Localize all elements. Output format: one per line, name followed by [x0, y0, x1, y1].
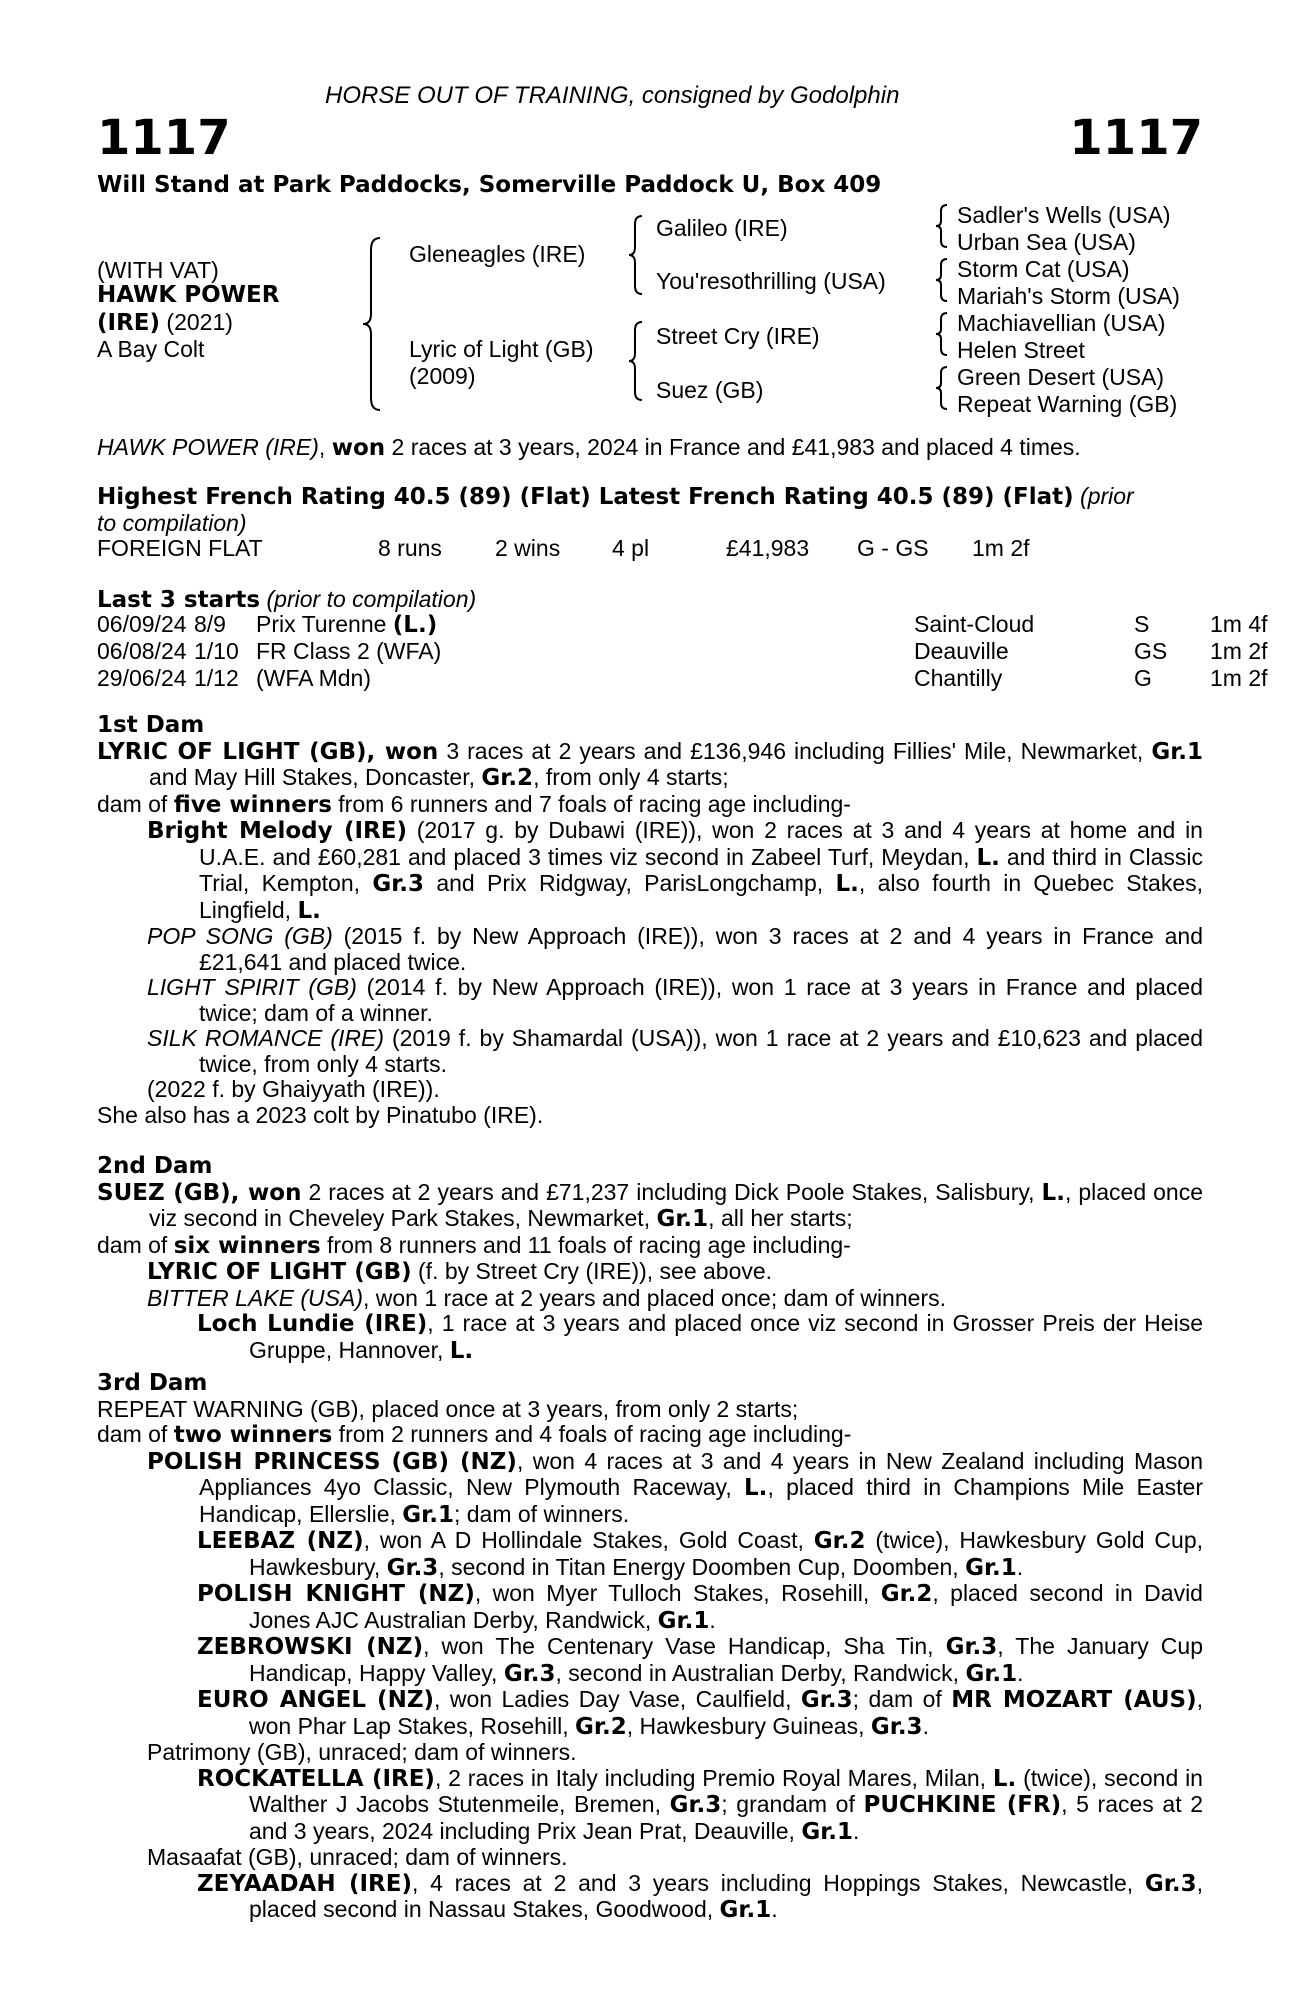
- entry-text: .: [1017, 1659, 1024, 1686]
- entry-text: , placed second in David Jones AJC Australian Derby, Randwick,: [249, 1580, 1203, 1633]
- produce-entry: [97, 1026, 1203, 1077]
- great-grandparent: Repeat Warning (GB): [957, 391, 1178, 417]
- entry-text: and Prix Ridgway, ParisLongchamp,: [424, 870, 836, 896]
- entry-text: dam of: [97, 1231, 174, 1258]
- produce-entry: [97, 975, 1203, 1026]
- grade: Gr.2: [813, 1528, 866, 1554]
- offspring-name: Loch Lundie (IRE): [197, 1311, 428, 1337]
- grade: Gr.3: [669, 1792, 722, 1818]
- horse-year: (2021): [160, 309, 233, 335]
- vat-note: (WITH VAT): [97, 257, 219, 283]
- entry-text: , second in Australian Derby, Randwick,: [555, 1659, 966, 1686]
- start-race: [256, 611, 914, 638]
- produce-entry: Masaafat (GB), unraced; dam of winners.: [147, 1844, 568, 1870]
- grade: Gr.3: [870, 1713, 923, 1740]
- catalogue-subtitle: HORSE OUT OF TRAINING, consigned by Godolphin: [325, 82, 900, 109]
- grade: Gr.1: [656, 1206, 709, 1232]
- grade: Gr.1: [801, 1818, 854, 1845]
- dam-parents-bracket: [628, 320, 644, 402]
- offspring-name: BITTER LAKE (USA): [147, 1284, 363, 1311]
- entry-text: .: [1016, 1553, 1024, 1580]
- sire-dam: You'resothrilling (USA): [656, 268, 886, 294]
- entry-text: , all her starts;: [708, 1205, 853, 1231]
- start-going: S: [1134, 611, 1150, 637]
- entry-text: , from only 4 starts;: [533, 764, 729, 790]
- sire-sire: Galileo (IRE): [656, 215, 788, 241]
- entry-text: (twice), Hawkesbury Gold Cup, Hawkesbury,: [249, 1527, 1203, 1580]
- sire-name: Gleneagles (IRE): [409, 241, 586, 267]
- summary-horse: HAWK POWER (IRE): [97, 434, 319, 460]
- lot-number-left: 1117: [97, 110, 231, 166]
- entry-text: from 6 runners and 7 foals of racing age including-: [331, 790, 851, 817]
- start-position: 8/9: [194, 611, 226, 637]
- horse-country: (IRE): [97, 310, 161, 336]
- start-distance: 1m 2f: [1210, 665, 1268, 691]
- ggp-bracket-2: [935, 257, 949, 303]
- produce-entry: [97, 1528, 1203, 1581]
- race-summary: HAWK POWER (IRE), won 2 races at 3 years, 2024 in France and £41,983 and placed 4 times.: [97, 434, 1081, 461]
- grade: Gr.1: [657, 1607, 710, 1634]
- entry-text: , won 4 races at 3 and 4 years in New Zealand including Mason Appliances 4yo Classic, New Plymouth Raceway,: [199, 1447, 1203, 1500]
- entry-text: , Hawkesbury Guineas,: [626, 1712, 871, 1739]
- offspring-name: POP SONG (GB): [147, 923, 333, 949]
- entry-text: .: [922, 1712, 929, 1739]
- entry-text: 3 races at 2 years and £136,946 including Fillies' Mile, Newmarket,: [438, 737, 1152, 764]
- rating-note: (prior: [1073, 483, 1134, 509]
- grade: Gr.1: [965, 1554, 1017, 1581]
- great-grandparent: Storm Cat (USA): [957, 256, 1130, 282]
- dam-entry: REPEAT WARNING (GB), placed once at 3 years, from only 2 starts;: [97, 1395, 799, 1422]
- offspring-name: EURO ANGEL (NZ): [197, 1687, 435, 1713]
- record-placed: 4 pl: [612, 535, 650, 561]
- ggp-bracket-3: [935, 311, 949, 357]
- second-dam-section: [97, 1154, 1203, 1364]
- start-date: 06/09/24: [97, 611, 187, 637]
- produce-entry: [97, 1286, 1203, 1312]
- record-going: G - GS: [857, 535, 929, 561]
- start-distance: 1m 4f: [1210, 611, 1268, 637]
- record-runs: 8 runs: [378, 535, 442, 561]
- great-grandparent: Machiavellian (USA): [957, 310, 1166, 336]
- grade: Gr.2: [481, 765, 534, 791]
- entry-text: dam of: [97, 1421, 174, 1447]
- entry-text: , won The Centenary Vase Handicap, Sha Tin,: [423, 1633, 946, 1659]
- great-grandparent: Green Desert (USA): [957, 364, 1165, 390]
- winners-count: six winners: [173, 1232, 321, 1259]
- entry-text: , won Phar Lap Stakes, Rosehill,: [249, 1686, 1203, 1739]
- dam-entry: [97, 739, 1203, 792]
- table-row: [97, 611, 1268, 638]
- sire-dam-bracket: [362, 236, 382, 412]
- entry-text: (f. by Street Cry (IRE)), see above.: [411, 1258, 773, 1284]
- great-grandparent: Sadler's Wells (USA): [957, 202, 1171, 228]
- entry-text: , also fourth in Quebec Stakes, Lingfield,: [199, 870, 1204, 923]
- entry-text: , placed once viz second in Cheveley Park Stakes, Newmarket,: [149, 1178, 1203, 1231]
- dam-sire: Street Cry (IRE): [656, 323, 820, 349]
- entry-text: , 4 races at 2 and 3 years including Hoppings Stakes, Newcastle,: [411, 1869, 1145, 1896]
- grade: L.: [1041, 1179, 1065, 1206]
- start-position: 1/12: [194, 665, 239, 691]
- entry-text: , 5 races at 2 and 3 years, 2024 including Prix Jean Prat, Deauville,: [249, 1791, 1203, 1844]
- grade: Gr.1: [965, 1660, 1018, 1687]
- start-race-grade: (L.): [392, 612, 438, 638]
- grade: Gr.3: [372, 871, 425, 897]
- dam-name: SUEZ (GB), won: [97, 1179, 302, 1206]
- produce-entry: [97, 1687, 1203, 1740]
- table-row: [97, 638, 1268, 665]
- offspring-name: LEEBAZ (NZ): [197, 1528, 364, 1554]
- entry-text: (2015 f. by New Approach (IRE)), won 3 races at 2 and 4 years in France and £21,641 and placed twice.: [199, 923, 1204, 975]
- offspring-name: POLISH PRINCESS (GB) (NZ): [147, 1448, 517, 1475]
- entry-text: from 2 runners and 4 foals of racing age including-: [332, 1421, 852, 1447]
- start-date: 29/06/24: [97, 665, 187, 691]
- start-distance: 1m 2f: [1210, 638, 1268, 664]
- winners-count: two winners: [173, 1422, 333, 1448]
- dam-name: Lyric of Light (GB): [409, 336, 594, 362]
- last-starts-title: Last 3 starts: [97, 587, 261, 613]
- first-dam-section: [97, 713, 1203, 1128]
- grade: Gr.2: [880, 1581, 933, 1607]
- entry-text: ; grandam of: [721, 1791, 864, 1817]
- horse-origin: [97, 309, 233, 336]
- start-course: Deauville: [914, 638, 1009, 664]
- entry-text: , placed third in Champions Mile Easter Handicap, Ellerslie,: [199, 1474, 1203, 1527]
- entry-text: (2019 f. by Shamardal (USA)), won 1 race at 2 years and £10,623 and placed twice, from only 4 starts.: [199, 1025, 1203, 1077]
- grade: Gr.2: [575, 1713, 627, 1740]
- produce-note: She also has a 2023 colt by Pinatubo (IRE).: [97, 1101, 544, 1128]
- last-starts-note: (prior to compilation): [260, 586, 477, 612]
- entry-text: ; dam of: [852, 1686, 952, 1712]
- sire-parents-bracket: [628, 214, 644, 296]
- summary-won: won: [331, 435, 386, 461]
- grade: L.: [835, 871, 859, 897]
- offspring-name: LYRIC OF LIGHT (GB): [147, 1259, 412, 1285]
- last-starts-heading: [97, 586, 476, 613]
- winners-count: five winners: [173, 791, 332, 818]
- dam-year: (2009): [409, 363, 476, 389]
- ggp-bracket-4: [935, 365, 949, 411]
- start-race: [256, 638, 914, 665]
- record-earnings: £41,983: [726, 535, 810, 561]
- section-heading: 1st Dam: [97, 712, 205, 738]
- start-course: Saint-Cloud: [914, 611, 1035, 637]
- grade: Gr.1: [1151, 738, 1203, 765]
- entry-text: ; dam of winners.: [453, 1500, 630, 1527]
- grade: Gr.1: [719, 1897, 772, 1923]
- offspring-name: LIGHT SPIRIT (GB): [147, 974, 357, 1000]
- produce-summary: [97, 1233, 1203, 1260]
- dam-name: LYRIC OF LIGHT (GB), won: [97, 738, 439, 765]
- entry-text: .: [771, 1896, 778, 1922]
- entry-text: .: [709, 1606, 716, 1633]
- lot-number-right: 1117: [1069, 110, 1203, 166]
- produce-summary: [97, 1422, 1203, 1449]
- entry-text: (2014 f. by New Approach (IRE)), won 1 race at 3 years in France and placed twice; dam of a winner.: [199, 974, 1203, 1026]
- horse-description: A Bay Colt: [97, 336, 205, 362]
- record-label: FOREIGN FLAT: [97, 535, 263, 561]
- record-distance: 1m 2f: [972, 535, 1030, 561]
- start-race-name: FR Class 2 (WFA): [256, 638, 442, 664]
- section-heading: 3rd Dam: [97, 1370, 208, 1396]
- produce-entry: (2022 f. by Ghaiyyath (IRE)).: [147, 1076, 440, 1102]
- table-row: [97, 665, 1268, 692]
- entry-text: , won Myer Tulloch Stakes, Rosehill,: [474, 1580, 881, 1606]
- grade: Gr.3: [503, 1660, 556, 1687]
- great-grandparent: Urban Sea (USA): [957, 229, 1136, 255]
- entry-text: , won Ladies Day Vase, Caulfield,: [434, 1686, 801, 1712]
- entry-text: , 2 races in Italy including Premio Royal Mares, Milan,: [434, 1764, 993, 1791]
- grade: L.: [297, 897, 321, 924]
- produce-entry: Patrimony (GB), unraced; dam of winners.: [147, 1739, 577, 1765]
- entry-text: from 8 runners and 11 foals of racing age including-: [320, 1231, 851, 1258]
- produce-entry: [97, 1871, 1203, 1924]
- horse-name: HAWK POWER: [97, 282, 280, 308]
- grade: L.: [449, 1337, 474, 1364]
- start-race-name: Prix Turenne: [256, 611, 393, 637]
- entry-text: (2017 g. by Dubawi (IRE)), won 2 races at 3 and 4 years at home and in U.A.E. and £60,281 and placed 3 times viz second in Zabeel Turf, Meydan,: [199, 817, 1203, 870]
- grade: Gr.3: [1144, 1870, 1197, 1897]
- entry-text: 2 races at 2 years and £71,237 including Dick Poole Stakes, Salisbury,: [301, 1178, 1042, 1205]
- entry-text: , won 1 race at 2 years and placed once; dam of winners.: [362, 1284, 946, 1311]
- produce-entry: [97, 1766, 1203, 1846]
- produce-entry: [97, 924, 1203, 975]
- offspring-name: MR MOZART (AUS): [951, 1687, 1197, 1713]
- grade: L.: [992, 1765, 1017, 1792]
- entry-text: .: [853, 1817, 860, 1844]
- offspring-name: Bright Melody (IRE): [147, 818, 407, 844]
- grade: L.: [976, 844, 1000, 871]
- ggp-bracket-1: [935, 203, 949, 249]
- offspring-name: ROCKATELLA (IRE): [197, 1765, 435, 1792]
- start-race: [256, 665, 914, 692]
- entry-text: dam of: [97, 790, 174, 817]
- entry-text: , The January Cup Handicap, Happy Valley,: [249, 1633, 1203, 1686]
- rating-text: Highest French Rating 40.5 (89) (Flat) Latest French Rating 40.5 (89) (Flat): [97, 484, 1074, 510]
- start-position: 1/10: [194, 638, 239, 664]
- produce-entry: [97, 1311, 1203, 1364]
- rating-block: [97, 484, 1203, 536]
- record-wins: 2 wins: [495, 535, 561, 561]
- offspring-name: PUCHKINE (FR): [863, 1792, 1062, 1818]
- produce-entry: [97, 1634, 1203, 1687]
- offspring-name: POLISH KNIGHT (NZ): [197, 1581, 475, 1607]
- start-race-name: (WFA Mdn): [256, 665, 372, 691]
- entry-text: , won A D Hollindale Stakes, Gold Coast,: [363, 1527, 814, 1553]
- grade: L.: [744, 1475, 768, 1501]
- stabling-location: Will Stand at Park Paddocks, Somerville Paddock U, Box 409: [97, 172, 882, 198]
- offspring-name: ZEYAADAH (IRE): [197, 1870, 412, 1897]
- grade: Gr.3: [945, 1634, 998, 1660]
- third-dam-section: [97, 1371, 1203, 1924]
- produce-entry: [97, 1259, 1203, 1286]
- start-date: 06/08/24: [97, 638, 187, 664]
- offspring-name: SILK ROMANCE (IRE): [147, 1025, 385, 1051]
- entry-text: , placed second in Nassau Stakes, Goodwood,: [249, 1869, 1203, 1922]
- summary-text: 2 races at 3 years, 2024 in France and £41,983 and placed 4 times.: [385, 434, 1081, 460]
- offspring-name: ZEBROWSKI (NZ): [197, 1634, 424, 1660]
- entry-text: (twice), second in Walther J Jacobs Stutenmeile, Bremen,: [249, 1764, 1203, 1817]
- entry-text: and third in Classic Trial, Kempton,: [199, 843, 1203, 896]
- section-heading: 2nd Dam: [97, 1153, 213, 1179]
- great-grandparent: Mariah's Storm (USA): [957, 283, 1180, 309]
- start-going: GS: [1134, 638, 1168, 664]
- produce-summary: [97, 792, 1203, 819]
- rating-note-cont: to compilation): [97, 509, 247, 536]
- produce-entry: [97, 1449, 1203, 1529]
- produce-entry: [97, 1581, 1203, 1634]
- start-going: G: [1134, 665, 1152, 691]
- produce-entry: [97, 818, 1203, 924]
- great-grandparent: Helen Street: [957, 337, 1085, 363]
- grade: Gr.1: [402, 1501, 454, 1528]
- last-starts-table: [97, 611, 1268, 692]
- dam-dam: Suez (GB): [656, 377, 764, 403]
- entry-text: , 1 race at 3 years and placed once viz second in Grosser Preis der Heise Gruppe, Hannover,: [249, 1310, 1203, 1363]
- grade: Gr.3: [386, 1554, 439, 1581]
- entry-text: , second in Titan Energy Doomben Cup, Doomben,: [438, 1553, 966, 1580]
- grade: Gr.3: [800, 1687, 853, 1713]
- start-course: Chantilly: [914, 665, 1003, 691]
- entry-text: and May Hill Stakes, Doncaster,: [149, 764, 482, 790]
- dam-entry: [97, 1180, 1203, 1233]
